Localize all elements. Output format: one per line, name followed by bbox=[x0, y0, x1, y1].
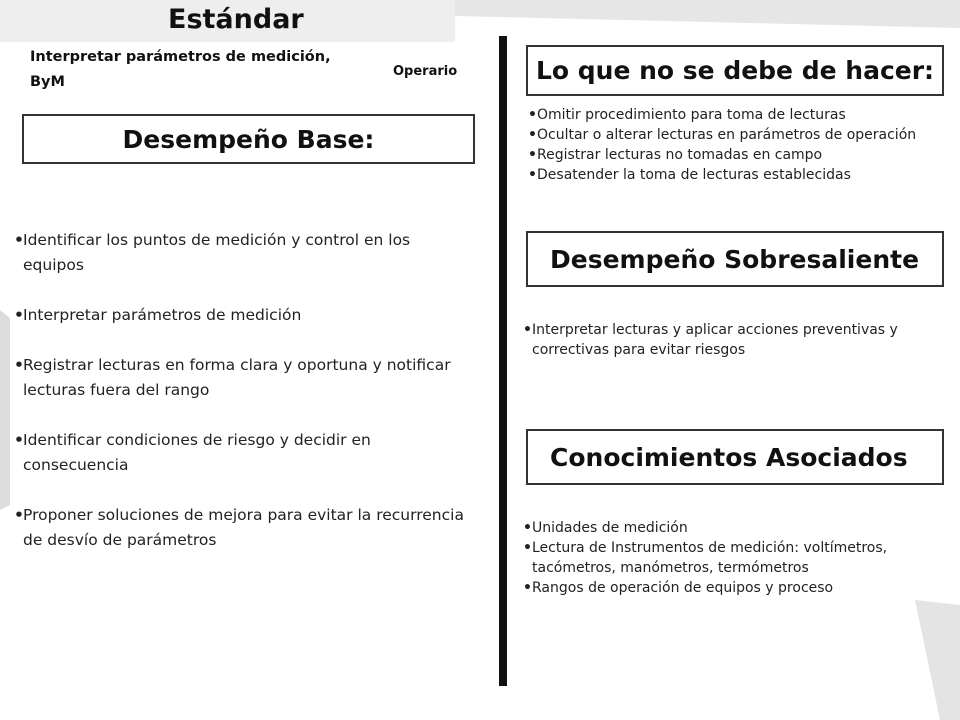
outstanding-performance-heading: Desempeño Sobresaliente bbox=[550, 244, 920, 274]
list-item: • Unidades de medición bbox=[523, 518, 943, 538]
list-item: • Interpretar parámetros de medición bbox=[14, 303, 474, 328]
list-item: • Identificar los puntos de medición y control en los equipos bbox=[14, 228, 474, 278]
page-title: Estándar bbox=[168, 4, 304, 35]
associated-knowledge-heading-box bbox=[526, 429, 944, 485]
list-item: • Proponer soluciones de mejora para evitar la recurrencia de desvío de parámetros bbox=[14, 503, 474, 553]
dont-do-list bbox=[528, 105, 918, 185]
list-item: • Registrar lecturas no tomadas en campo bbox=[528, 145, 918, 165]
associated-knowledge-heading: Conocimientos Asociados bbox=[550, 442, 908, 472]
left-edge-shape bbox=[0, 310, 10, 510]
dont-do-heading-box bbox=[526, 45, 944, 96]
list-item: • Identificar condiciones de riesgo y decidir en consecuencia bbox=[14, 428, 474, 478]
bottom-right-shape bbox=[915, 600, 960, 720]
list-item: • Interpretar lecturas y aplicar acciones preventivas y correctivas para evitar riesgos bbox=[523, 320, 943, 360]
dont-do-heading: Lo que no se debe de hacer: bbox=[535, 56, 935, 85]
top-right-shape bbox=[455, 0, 960, 28]
role-label: Operario bbox=[393, 64, 458, 79]
list-item: • Rangos de operación de equipos y proceso bbox=[523, 578, 943, 598]
list-item: • Ocultar o alterar lecturas en parámetros de operación bbox=[528, 125, 918, 145]
outstanding-performance-list bbox=[523, 320, 943, 360]
outstanding-performance-heading-box bbox=[526, 231, 944, 287]
standard-subtitle: Interpretar parámetros de medición, ByM bbox=[30, 49, 331, 90]
list-item: • Desatender la toma de lecturas establecidas bbox=[528, 165, 918, 185]
base-performance-heading-box bbox=[22, 114, 475, 164]
base-performance-list bbox=[14, 228, 474, 578]
base-performance-heading: Desempeño Base: bbox=[122, 124, 375, 154]
list-item: • Registrar lecturas en forma clara y oportuna y notificar lecturas fuera del rango bbox=[14, 353, 474, 403]
list-item: • Omitir procedimiento para toma de lecturas bbox=[528, 105, 918, 125]
list-item: • Lectura de Instrumentos de medición: voltímetros, tacómetros, manómetros, termómetros bbox=[523, 538, 943, 578]
associated-knowledge-list bbox=[523, 518, 943, 598]
vertical-divider bbox=[499, 36, 507, 686]
